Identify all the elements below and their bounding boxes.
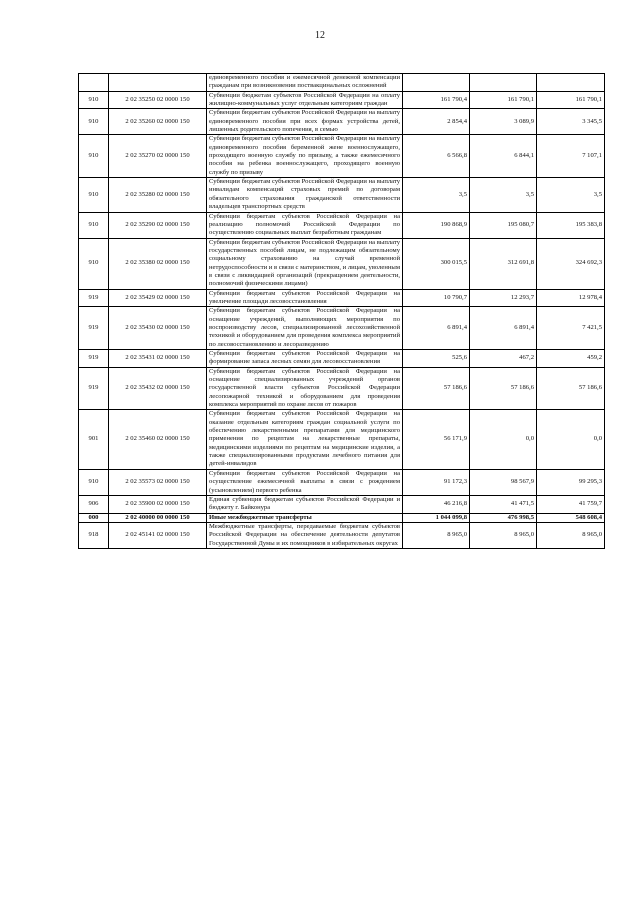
admin-code-cell: 910 xyxy=(79,109,109,135)
amount-year3-cell: 7 107,1 xyxy=(537,135,605,178)
table-row xyxy=(79,410,605,469)
revenue-name-cell: Субвенции бюджетам субъектов Российской Федерации на увеличение площади лесовосстановления xyxy=(207,289,403,307)
amount-year1-cell: 10 790,7 xyxy=(403,289,470,307)
budget-classification-code-cell: 2 02 35431 02 0000 150 xyxy=(109,350,207,368)
amount-year3-cell: 8 965,0 xyxy=(537,522,605,548)
amount-year3-cell: 548 608,4 xyxy=(537,513,605,522)
table-row xyxy=(79,469,605,495)
revenue-name-cell: Субвенции бюджетам субъектов Российской Федерации на выплату единовременного пособия при всех формах устройства детей, лишенных родительского попечения, в семью xyxy=(207,109,403,135)
budget-classification-code-cell xyxy=(109,74,207,92)
amount-year3-cell: 99 295,3 xyxy=(537,469,605,495)
amount-year3-cell: 195 383,8 xyxy=(537,212,605,238)
admin-code-cell: 910 xyxy=(79,469,109,495)
revenue-name-cell: Иные межбюджетные трансферты xyxy=(207,513,403,522)
admin-code-cell: 919 xyxy=(79,289,109,307)
amount-year1-cell: 190 868,9 xyxy=(403,212,470,238)
amount-year1-cell: 6 891,4 xyxy=(403,307,470,350)
amount-year3-cell xyxy=(537,74,605,92)
amount-year3-cell: 12 978,4 xyxy=(537,289,605,307)
admin-code-cell: 919 xyxy=(79,350,109,368)
table-row xyxy=(79,367,605,410)
amount-year1-cell: 300 015,5 xyxy=(403,238,470,289)
budget-classification-code-cell: 2 02 35429 02 0000 150 xyxy=(109,289,207,307)
table-row xyxy=(79,350,605,368)
amount-year1-cell: 91 172,3 xyxy=(403,469,470,495)
budget-classification-code-cell: 2 02 35290 02 0000 150 xyxy=(109,212,207,238)
amount-year3-cell: 324 692,3 xyxy=(537,238,605,289)
table-row xyxy=(79,495,605,513)
revenue-name-cell: Субвенции бюджетам субъектов Российской Федерации на осуществление ежемесячной выплаты в связи с рождением (усыновлением) первого ребенка xyxy=(207,469,403,495)
amount-year1-cell: 3,5 xyxy=(403,178,470,212)
amount-year2-cell: 3 089,9 xyxy=(470,109,537,135)
amount-year1-cell: 525,6 xyxy=(403,350,470,368)
budget-classification-code-cell: 2 02 35250 02 0000 150 xyxy=(109,91,207,109)
amount-year3-cell: 57 186,6 xyxy=(537,367,605,410)
admin-code-cell: 906 xyxy=(79,495,109,513)
budget-classification-code-cell: 2 02 35380 02 0000 150 xyxy=(109,238,207,289)
table-row xyxy=(79,135,605,178)
admin-code-cell xyxy=(79,74,109,92)
revenue-name-cell: Субвенции бюджетам субъектов Российской Федерации на оснащение учреждений, выполняющих мероприятия по воспроизводству лесов, специализированной лесохозяйственной техникой и оборудованием для проведения комплекса мероприятий по лесовосстановлению и лесоразведению xyxy=(207,307,403,350)
table-body xyxy=(79,74,605,549)
revenue-name-cell: Субвенции бюджетам субъектов Российской Федерации на формирование запаса лесных семян для лесовосстановления xyxy=(207,350,403,368)
amount-year2-cell: 0,0 xyxy=(470,410,537,469)
amount-year2-cell: 312 691,8 xyxy=(470,238,537,289)
amount-year2-cell: 12 293,7 xyxy=(470,289,537,307)
table-row xyxy=(79,307,605,350)
table-row xyxy=(79,109,605,135)
amount-year1-cell: 1 044 099,8 xyxy=(403,513,470,522)
revenue-name-cell: единовременного пособия и ежемесячной денежной компенсации гражданам при возникновении поствакцинальных осложнений xyxy=(207,74,403,92)
revenue-name-cell: Субвенции бюджетам субъектов Российской Федерации на оказание отдельным категориям граждан социальной услуги по обеспечению лекарственными препаратами для медицинского применения по рецептам на лекарственные препараты, медицинскими изделиями по рецептам на медицинские изделия, а также специализированными продуктами лечебного питания для детей-инвалидов xyxy=(207,410,403,469)
budget-classification-code-cell: 2 02 35460 02 0000 150 xyxy=(109,410,207,469)
amount-year2-cell: 476 998,5 xyxy=(470,513,537,522)
revenue-name-cell: Субвенции бюджетам субъектов Российской Федерации на выплату государственных пособий лицам, не подлежащим обязательному социальному страхованию на случай временной нетрудоспособности и в связи с материнством, и лицам, уволенным в связи с ликвидацией организаций (прекращением деятельности, полномочий физическими лицами) xyxy=(207,238,403,289)
budget-classification-code-cell: 2 02 35573 02 0000 150 xyxy=(109,469,207,495)
table-row xyxy=(79,74,605,92)
amount-year2-cell: 41 471,5 xyxy=(470,495,537,513)
admin-code-cell: 910 xyxy=(79,91,109,109)
budget-classification-code-cell: 2 02 35430 02 0000 150 xyxy=(109,307,207,350)
budget-classification-code-cell: 2 02 35280 02 0000 150 xyxy=(109,178,207,212)
table-row xyxy=(79,513,605,522)
budget-revenue-table xyxy=(78,73,605,549)
admin-code-cell: 919 xyxy=(79,307,109,350)
amount-year2-cell: 195 080,7 xyxy=(470,212,537,238)
table-row xyxy=(79,178,605,212)
revenue-name-cell: Субвенции бюджетам субъектов Российской Федерации на реализацию полномочий Российской Федерации по осуществлению социальных выплат безработным гражданам xyxy=(207,212,403,238)
amount-year2-cell: 467,2 xyxy=(470,350,537,368)
amount-year2-cell: 161 790,1 xyxy=(470,91,537,109)
admin-code-cell: 910 xyxy=(79,135,109,178)
amount-year3-cell: 3,5 xyxy=(537,178,605,212)
amount-year3-cell: 3 345,5 xyxy=(537,109,605,135)
budget-classification-code-cell: 2 02 35260 02 0000 150 xyxy=(109,109,207,135)
amount-year1-cell: 2 854,4 xyxy=(403,109,470,135)
amount-year2-cell: 6 844,1 xyxy=(470,135,537,178)
amount-year2-cell: 57 186,6 xyxy=(470,367,537,410)
amount-year3-cell: 0,0 xyxy=(537,410,605,469)
budget-classification-code-cell: 2 02 35432 02 0000 150 xyxy=(109,367,207,410)
amount-year1-cell: 161 790,4 xyxy=(403,91,470,109)
revenue-name-cell: Межбюджетные трансферты, передаваемые бюджетам субъектов Российской Федерации на обеспечение деятельности депутатов Государственной Думы и их помощников в избирательных округах xyxy=(207,522,403,548)
revenue-name-cell: Субвенции бюджетам субъектов Российской Федерации на выплату единовременного пособия беременной жене военнослужащего, проходящего военную службу по призыву, а также ежемесячного пособия на ребенка военнослужащего, проходящего военную службу по призыву xyxy=(207,135,403,178)
amount-year2-cell: 98 567,9 xyxy=(470,469,537,495)
amount-year1-cell xyxy=(403,74,470,92)
amount-year1-cell: 46 216,8 xyxy=(403,495,470,513)
amount-year1-cell: 56 171,9 xyxy=(403,410,470,469)
table-row xyxy=(79,289,605,307)
admin-code-cell: 918 xyxy=(79,522,109,548)
budget-classification-code-cell: 2 02 35270 02 0000 150 xyxy=(109,135,207,178)
admin-code-cell: 000 xyxy=(79,513,109,522)
table-row xyxy=(79,238,605,289)
amount-year3-cell: 41 759,7 xyxy=(537,495,605,513)
amount-year3-cell: 161 790,1 xyxy=(537,91,605,109)
amount-year1-cell: 6 566,8 xyxy=(403,135,470,178)
amount-year2-cell xyxy=(470,74,537,92)
table-row xyxy=(79,212,605,238)
amount-year2-cell: 8 965,0 xyxy=(470,522,537,548)
revenue-name-cell: Субвенции бюджетам субъектов Российской Федерации на оплату жилищно-коммунальных услуг отдельным категориям граждан xyxy=(207,91,403,109)
amount-year2-cell: 3,5 xyxy=(470,178,537,212)
budget-classification-code-cell: 2 02 40000 00 0000 150 xyxy=(109,513,207,522)
revenue-name-cell: Единая субвенция бюджетам субъектов Российской Федерации и бюджету г. Байконура xyxy=(207,495,403,513)
amount-year1-cell: 8 965,0 xyxy=(403,522,470,548)
amount-year2-cell: 6 891,4 xyxy=(470,307,537,350)
amount-year3-cell: 7 421,5 xyxy=(537,307,605,350)
admin-code-cell: 901 xyxy=(79,410,109,469)
amount-year1-cell: 57 186,6 xyxy=(403,367,470,410)
revenue-name-cell: Субвенции бюджетам субъектов Российской Федерации на выплату инвалидам компенсаций страховых премий по договорам обязательного страхования гражданской ответственности владельцев транспортных средств xyxy=(207,178,403,212)
admin-code-cell: 910 xyxy=(79,212,109,238)
budget-classification-code-cell: 2 02 45141 02 0000 150 xyxy=(109,522,207,548)
budget-classification-code-cell: 2 02 35900 02 0000 150 xyxy=(109,495,207,513)
table-row xyxy=(79,522,605,548)
admin-code-cell: 919 xyxy=(79,367,109,410)
amount-year3-cell: 459,2 xyxy=(537,350,605,368)
table-row xyxy=(79,91,605,109)
revenue-name-cell: Субвенции бюджетам субъектов Российской Федерации на оснащение специализированных учреждений органов государственной власти субъектов Российской Федерации лесопожарной техникой и оборудованием для проведения комплекса мероприятий по охране лесов от пожаров xyxy=(207,367,403,410)
page-number: 12 xyxy=(315,30,325,41)
admin-code-cell: 910 xyxy=(79,238,109,289)
admin-code-cell: 910 xyxy=(79,178,109,212)
